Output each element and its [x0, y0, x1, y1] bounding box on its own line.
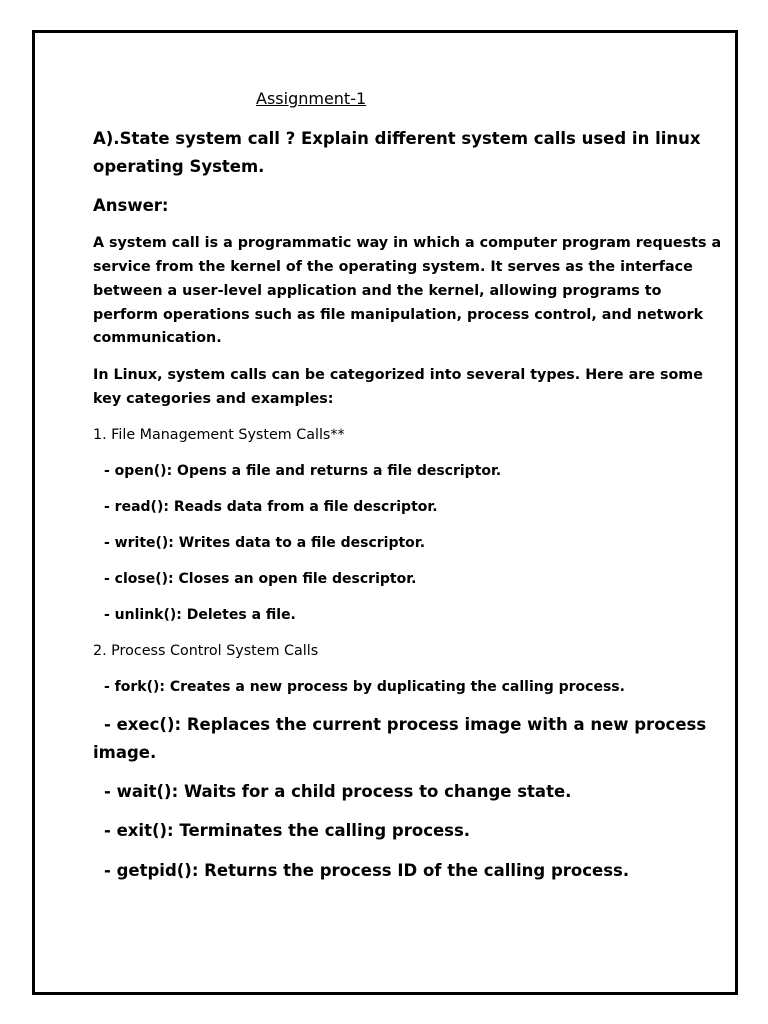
- paragraph-line: A system call is a programmatic way in which a computer program requests a: [93, 235, 722, 251]
- list-item: - open(): Opens a file and returns a file descriptor.: [104, 463, 502, 479]
- list-item: - getpid(): Returns the process ID of the calling process.: [104, 861, 630, 880]
- question-line: A).State system call ? Explain different system calls used in linux: [93, 129, 701, 148]
- section-heading: 2. Process Control System Calls: [93, 643, 319, 659]
- list-item: - fork(): Creates a new process by duplicating the calling process.: [104, 679, 625, 695]
- section-heading: 1. File Management System Calls**: [93, 427, 345, 443]
- list-item: - unlink(): Deletes a file.: [104, 607, 296, 623]
- question-line: operating System.: [93, 157, 265, 176]
- paragraph-line: In Linux, system calls can be categorized into several types. Here are some: [93, 367, 703, 383]
- paragraph-line: perform operations such as file manipulation, process control, and network: [93, 307, 704, 323]
- assignment-title: Assignment-1: [256, 89, 367, 108]
- paragraph-line: service from the kernel of the operating system. It serves as the interface: [93, 259, 693, 275]
- list-item: - exit(): Terminates the calling process.: [104, 821, 471, 840]
- list-item: - wait(): Waits for a child process to change state.: [104, 782, 572, 801]
- list-item: - write(): Writes data to a file descriptor.: [104, 535, 426, 551]
- paragraph-line: between a user-level application and the kernel, allowing programs to: [93, 283, 662, 299]
- list-item: - read(): Reads data from a file descriptor.: [104, 499, 438, 515]
- list-item: - exec(): Replaces the current process image with a new process: [104, 715, 707, 734]
- answer-label: Answer:: [93, 196, 169, 215]
- list-item-continuation: image.: [93, 743, 157, 762]
- paragraph-line: key categories and examples:: [93, 391, 334, 407]
- list-item: - close(): Closes an open file descriptor.: [104, 571, 417, 587]
- paragraph-line: communication.: [93, 330, 222, 346]
